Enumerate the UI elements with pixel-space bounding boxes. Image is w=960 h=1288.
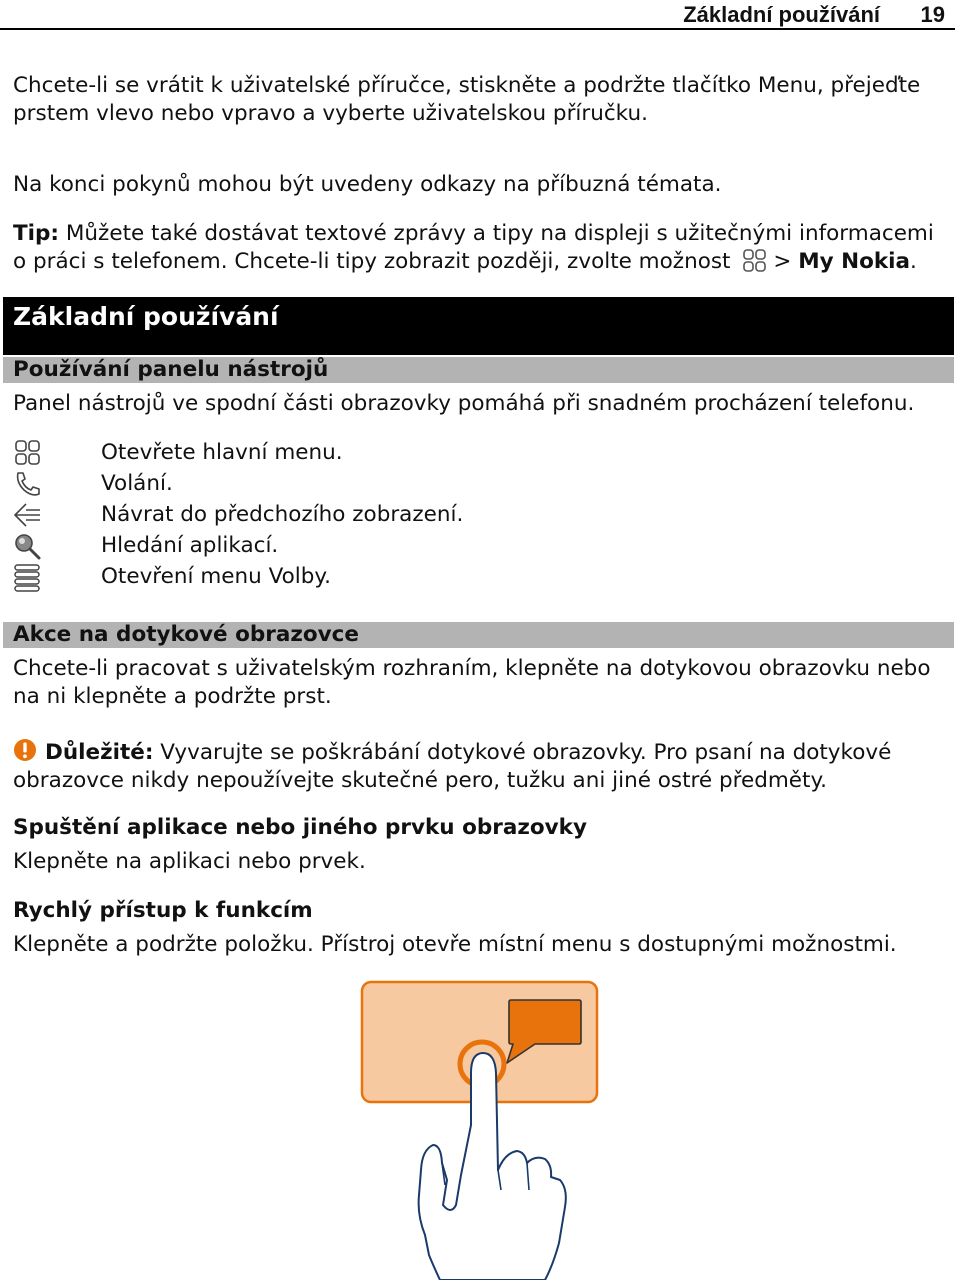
toolbar-item-label: Otevření menu Volby. xyxy=(101,564,331,589)
subheading-quick-access: Rychlý přístup k funkcím xyxy=(13,898,313,923)
tip-end: . xyxy=(910,249,917,274)
touch-description: Chcete-li pracovat s uživatelským rozhraním, klepněte na dotykovou obrazovku nebo na ni klepněte a podržte prst. xyxy=(13,656,931,709)
toolbar-item-label: Otevřete hlavní menu. xyxy=(101,440,343,465)
intro-paragraph-1: Chcete-li se vrátit k uživatelské příručce, stiskněte a podržte tlačítko Menu, přejeďte prstem vlevo nebo vpravo a vyberte uživatelskou příručku. xyxy=(13,73,921,126)
toolbar-item-main-menu xyxy=(0,437,900,468)
menu-grid-icon xyxy=(741,248,769,274)
tip-separator: > xyxy=(773,249,792,274)
toolbar-item-back xyxy=(0,499,900,530)
search-icon xyxy=(12,532,42,560)
toolbar-item-call xyxy=(0,468,900,499)
important-text: Vyvarujte se poškrábání dotykové obrazovky. Pro psaní na dotykové obrazovce nikdy nepoužívejte skutečné pero, tužku ani jiné ostré předměty. xyxy=(13,740,892,793)
warning-icon xyxy=(13,738,37,762)
phone-icon xyxy=(12,470,42,498)
toolbar-item-options xyxy=(0,561,900,592)
tip-label: Tip: xyxy=(13,221,60,246)
running-header xyxy=(0,0,955,30)
tip-text: Můžete také dostávat textové zprávy a tipy na displeji s užitečnými informacemi o práci s telefonem. Chcete-li tipy zobrazit později, zvolte možnost xyxy=(13,221,934,274)
chapter-heading-bar xyxy=(3,297,954,355)
section-heading-touch: Akce na dotykové obrazovce xyxy=(13,622,359,647)
subheading-launch-app: Spuštění aplikace nebo jiného prvku obrazovky xyxy=(13,815,587,840)
toolbar-item-label: Volání. xyxy=(101,471,173,496)
page-number: 19 xyxy=(920,2,945,27)
toolbar-description: Panel nástrojů ve spodní části obrazovky pomáhá při snadném procházení telefonu. xyxy=(13,391,915,416)
tap-and-hold-illustration xyxy=(355,975,615,1280)
launch-app-text: Klepněte na aplikaci nebo prvek. xyxy=(13,849,366,874)
toolbar-item-label: Hledání aplikací. xyxy=(101,533,279,558)
important-note xyxy=(13,738,953,795)
back-arrow-icon xyxy=(12,501,42,529)
section-heading-bar-touch xyxy=(3,622,954,648)
chapter-title: Základní používání xyxy=(13,302,279,331)
menu-grid-icon xyxy=(12,439,42,467)
important-label: Důležité: xyxy=(45,740,154,765)
options-menu-icon xyxy=(12,563,42,591)
tip-paragraph xyxy=(13,220,953,276)
toolbar-item-search xyxy=(0,530,900,561)
quick-access-text: Klepněte a podržte položku. Přístroj otevře místní menu s dostupnými možnostmi. xyxy=(13,932,897,957)
section-heading-bar-toolbar xyxy=(3,357,954,383)
section-heading-toolbar: Používání panelu nástrojů xyxy=(13,357,329,382)
intro-paragraph-2: Na konci pokynů mohou být uvedeny odkazy na příbuzná témata. xyxy=(13,172,722,197)
toolbar-item-label: Návrat do předchozího zobrazení. xyxy=(101,502,464,527)
tip-target: My Nokia xyxy=(798,249,911,274)
header-title: Základní používání xyxy=(683,2,880,27)
